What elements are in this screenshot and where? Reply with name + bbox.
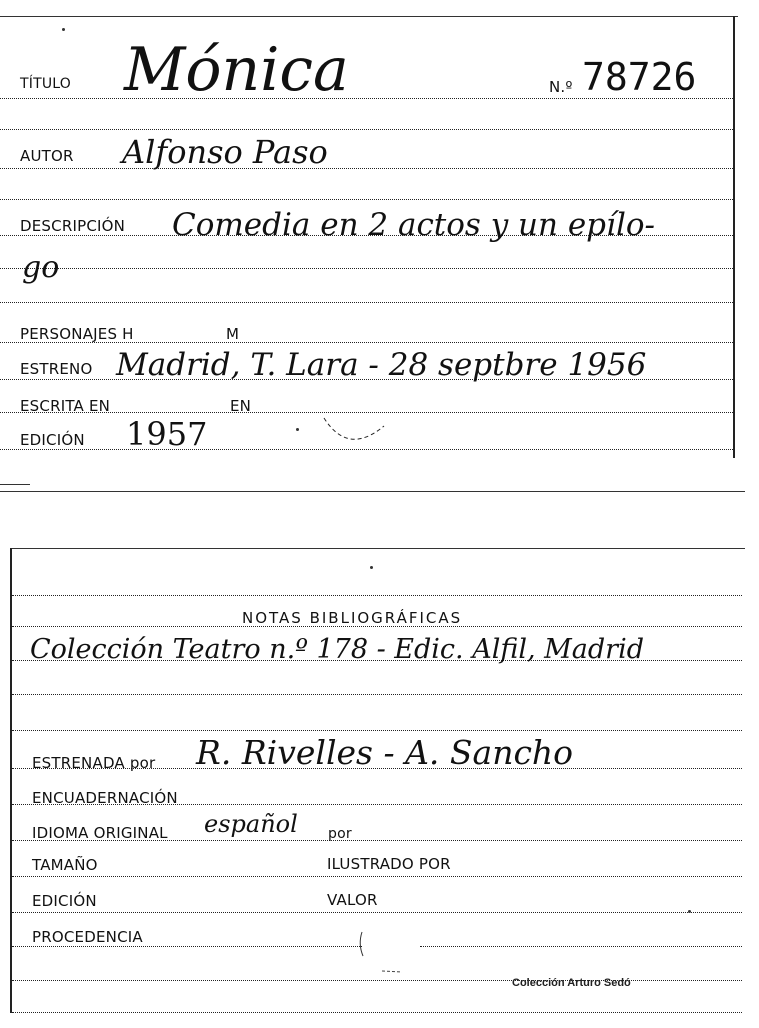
personajes-label: PERSONAJES H [20,325,134,343]
edicion-value: 1957 [126,415,208,453]
card-front-bottom-edge [0,491,745,492]
speck [296,428,299,431]
rule-line [12,626,742,627]
speck [688,910,691,913]
estrenada-value: R. Rivelles - A. Sancho [196,733,574,772]
idioma-value: español [204,810,298,838]
card-front-right-edge [733,16,735,458]
rule-line [12,912,742,913]
rule-line [0,302,733,303]
rule-line [12,694,742,695]
rule-line [12,1012,742,1013]
descripcion-label: DESCRIPCIÓN [20,217,126,235]
rule-line [0,199,733,200]
estrenada-label: ESTRENADA por [32,754,156,772]
edicion-label: EDICIÓN [20,431,85,449]
tamano-label: TAMAÑO [32,856,98,874]
titulo-value: Mónica [124,35,349,105]
numero-label: N.º [549,78,573,96]
speck [370,566,373,569]
estreno-label: ESTRENO [20,360,93,378]
estreno-value: Madrid, T. Lara - 28 septbre 1956 [116,347,647,383]
idioma-por-label: por [328,826,352,842]
rule-line [12,730,742,731]
descripcion-value-line2: go [22,250,60,285]
numero-value: 78726 [582,55,697,99]
notas-value: Colección Teatro n.º 178 - Edic. Alfil, Madrid [30,634,644,665]
rule-line [12,876,742,877]
autor-value: Alfonso Paso [122,133,328,171]
idioma-label: IDIOMA ORIGINAL [32,824,168,842]
notas-heading: NOTAS BIBLIOGRÁFICAS [242,609,463,627]
card-back-top-edge [10,548,745,549]
autor-label: AUTOR [20,147,74,165]
speck [62,28,65,31]
collection-credit: Colección Arturo Sedó [512,977,631,989]
edicion-back-label: EDICIÓN [32,892,97,910]
rule-line [0,268,733,269]
card-front-tear [0,484,30,485]
encuadernacion-label: ENCUADERNACIÓN [32,789,178,807]
escrita-en-label: EN [230,397,252,415]
procedencia-label: PROCEDENCIA [32,928,143,946]
escrita-label: ESCRITA EN [20,397,111,415]
card-back-left-edge [10,548,12,1013]
rule-line [0,168,733,169]
titulo-label: TÍTULO [20,76,71,92]
ilustrado-label: ILUSTRADO POR [327,855,451,873]
descripcion-value-line1: Comedia en 2 actos y un epílo- [172,207,655,243]
personajes-m-label: M [226,325,240,343]
pencil-mark [356,930,368,958]
card-front-top-edge [0,16,738,17]
rule-line [0,129,733,130]
punch-hole-mark [318,400,390,450]
rule-line [12,595,742,596]
rule-line [420,946,742,947]
valor-label: VALOR [327,891,378,909]
rule-line [12,946,362,947]
pencil-mark [380,966,404,976]
rule-line [12,980,742,981]
